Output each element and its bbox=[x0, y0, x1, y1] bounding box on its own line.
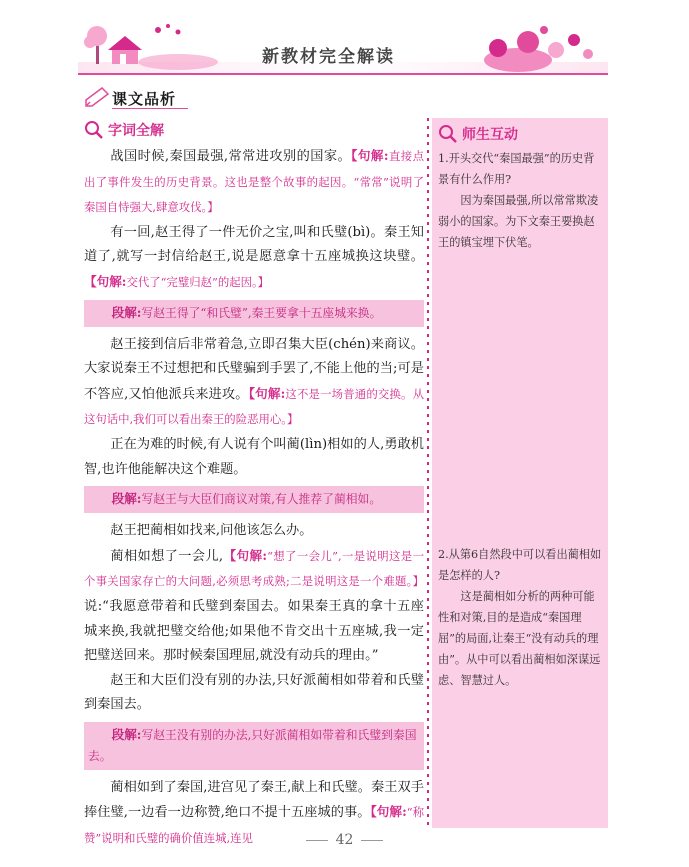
summary-label: 段解: bbox=[111, 726, 142, 742]
paragraph-text: 蔺相如想了一会儿, bbox=[110, 548, 224, 564]
birds-icon bbox=[155, 24, 181, 35]
text-paragraph bbox=[84, 433, 424, 482]
question: 2.从第6自然段中可以看出蔺相如是怎样的人? bbox=[438, 548, 602, 582]
page-number: 42 bbox=[0, 832, 689, 848]
paragraph-text: 有一回,赵王得了一件无价之宝,叫和氏璧(bì)。秦王知道了,就写一封信给赵王,说是愿意拿十五座城换这块璧。 bbox=[84, 224, 424, 265]
summary-label: 段解: bbox=[111, 304, 142, 320]
paragraph-summary bbox=[84, 486, 424, 513]
text-paragraph bbox=[84, 669, 424, 718]
qa-item-1 bbox=[438, 148, 602, 253]
header-title: 新教材完全解读 bbox=[262, 47, 395, 67]
note-label: 【句解: bbox=[84, 273, 127, 289]
paragraph-text: 正在为难的时候,有人说有个叫蔺(lìn)相如的人,勇敢机智,也许他能解决这个难题。 bbox=[84, 436, 424, 477]
note-label: 【句解: bbox=[248, 385, 286, 401]
right-heading bbox=[438, 122, 602, 146]
paragraph-text: 蔺相如到了秦国,进宫见了秦王,献上和氏璧。秦王双手捧住璧,一边看一边称赞,绝口不提十五座城的事。 bbox=[84, 779, 424, 821]
sentence-note: “想了一会儿”,一是说明这是一个事关国家存亡的大问题,必须思考成熟;二是说明这是一个难题。】 bbox=[84, 548, 424, 589]
paragraph-text: 赵王接到信后非常着急,立即召集大臣(chén)来商议。大家说秦王不过想把和氏璧骗到手罢了,不能上他的当;可是不答应,又怕他派兵来进攻。 bbox=[84, 336, 424, 402]
summary-text: 写赵王与大臣们商议对策,有人推荐了蔺相如。 bbox=[141, 492, 382, 507]
section-rule bbox=[112, 108, 188, 109]
left-blocks bbox=[84, 144, 424, 852]
sentence-note: 直接点出了事件发生的历史背景。这也是整个故事的起因。“常常”说明了秦国自恃强大,肆意攻伐。】 bbox=[84, 149, 424, 215]
question: 1.开头交代“秦国最强”的历史背景有什么作用? bbox=[438, 152, 595, 186]
paragraph-text: 说:“我愿意带着和氏璧到秦国去。如果秦王真的拿十五座城来换,我就把璧交给他;如果他不肯交出十五座城,我一定把璧送回来。那时候秦国理屈,就没有动兵的理由。” bbox=[84, 598, 424, 664]
paragraph-text: 战国时候,秦国最强,常常进攻别的国家。 bbox=[110, 149, 352, 164]
tree-icon bbox=[84, 26, 107, 64]
sentence-note: “称赞”说明和氏璧的确价值连城,连见 bbox=[84, 805, 424, 846]
magnifier-icon bbox=[438, 124, 458, 144]
summary-text: 写赵王没有别的办法,只好派蔺相如带着和氏璧到秦国去。 bbox=[88, 727, 417, 763]
paragraph-text: 赵王和大臣们没有别的办法,只好派蔺相如带着和氏璧到秦国去。 bbox=[84, 672, 424, 713]
sentence-note: 交代了“完璧归赵”的起因。】 bbox=[126, 274, 270, 289]
text-paragraph bbox=[84, 519, 424, 544]
section-title: 课文品析 bbox=[112, 90, 177, 108]
answer: 因为秦国最强,所以常常欺凌弱小的国家。为下文秦王要换赵王的镇宝埋下伏笔。 bbox=[438, 194, 599, 249]
text-paragraph bbox=[84, 221, 424, 296]
left-column bbox=[84, 118, 424, 852]
text-paragraph bbox=[84, 544, 424, 669]
right-heading-label: 师生互动 bbox=[462, 127, 518, 143]
paragraph-summary bbox=[84, 300, 424, 327]
note-label: 【句解: bbox=[351, 148, 389, 163]
paragraph-summary bbox=[84, 722, 424, 770]
left-heading bbox=[84, 118, 424, 142]
summary-label: 段解: bbox=[111, 491, 142, 507]
note-label: 【句解: bbox=[370, 804, 407, 820]
house-icon bbox=[108, 36, 142, 64]
note-label: 【句解: bbox=[223, 547, 268, 563]
answer: 这是蔺相如分析的两种可能性和对策,目的是造成“秦国理屈”的局面,让秦王“没有动兵的理由”。从中可以看出蔺相如深谋远虑、智慧过人。 bbox=[438, 590, 601, 687]
paragraph-text: 赵王把蔺相如找来,问他该怎么办。 bbox=[110, 523, 313, 539]
left-heading-label: 字词全解 bbox=[108, 123, 164, 139]
column-divider bbox=[424, 118, 432, 828]
right-column bbox=[432, 118, 608, 828]
text-paragraph bbox=[84, 144, 424, 221]
text-paragraph bbox=[84, 333, 424, 433]
qa-item-2 bbox=[438, 544, 602, 691]
sentence-note: 这不是一场普通的交换。从这句话中,我们可以看出秦王的险恶用心。】 bbox=[84, 386, 424, 427]
magnifier-icon bbox=[84, 120, 104, 140]
summary-text: 写赵王得了“和氏璧”,秦王要拿十五座城来换。 bbox=[141, 305, 382, 320]
